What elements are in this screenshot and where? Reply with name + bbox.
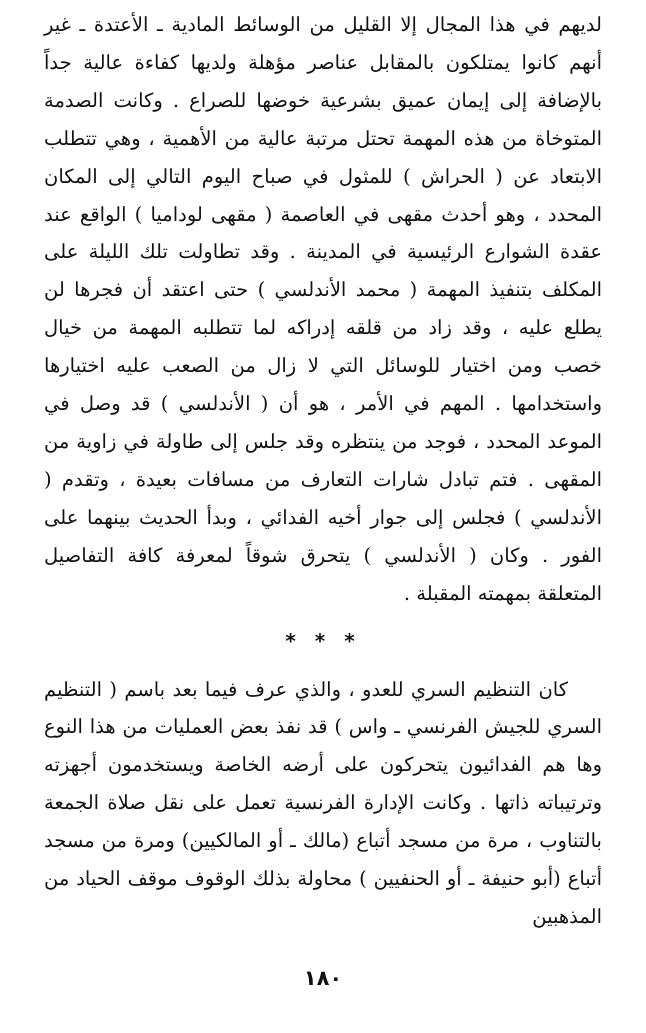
section-separator: * * *: [285, 628, 361, 653]
paragraph-1: لديهم في هذا المجال إلا القليل من الوسائط المادية ـ الأعتدة ـ غير أنهم كانوا يمتلكون بالمقابل عناصر مؤهلة ولديها كفاءة عالية جداً بالإضافة إلى إيمان عميق بشرعية خوضها للصراع . وكانت الصدمة المتوخاة من هذه المهمة تحتل مرتبة عالية من الأهمية ، وهي تتطلب الابتعاد عن ( الحراش ) للمثول في صباح اليوم التالي إلى المكان المحدد ، وهو أحدث مقهى في العاصمة ( مقهى لوداميا ) الواقع عند عقدة الشوارع الرئيسية في المدينة . وقد تطاولت تلك الليلة على المكلف بتنفيذ المهمة ( محمد الأندلسي ) حتى اعتقد أن فجرها لن يطلع عليه ، وقد زاد من قلقه إدراكه لما تتطلبه المهمة من خيال خصب ومن اختيار للوسائل التي لا زال من الصعب عليه اختيارها واستخدامها . المهم في الأمر ، هو أن ( الأندلسي ) قد وصل في الموعد المحدد ، فوجد من ينتظره وقد جلس إلى طاولة في زاوية من المقهى . فتم تبادل شارات التعارف من مسافات بعيدة ، وتقدم ( الأندلسي ) فجلس إلى جوار أخيه الفدائي ، وبدأ الحديث بينهما على الفور . وكان ( الأندلسي ) يتحرق شوقاً لمعرفة كافة التفاصيل المتعلقة بمهمته المقبلة .: [44, 13, 602, 605]
page-number: ١٨٠: [303, 966, 343, 990]
page-body: [44, 6, 602, 936]
paragraph-2: كان التنظيم السري للعدو ، والذي عرف فيما بعد باسم ( التنظيم السري للجيش الفرنسي ـ واس ) قد نفذ بعض العمليات من هذا النوع وها هم الفدائيون يتحركون على أرضه الخاصة ويستخدمون أجهزته وترتيباته ذاتها . وكانت الإدارة الفرنسية تعمل على نقل صلاة الجمعة بالتناوب ، مرة من مسجد أتباع (مالك ـ أو المالكيين) ومرة من مسجد أتباع (أبو حنيفة ـ أو الحنفيين ) محاولة بذلك الوقوف موقف الحياد من المذهبين: [44, 677, 602, 928]
